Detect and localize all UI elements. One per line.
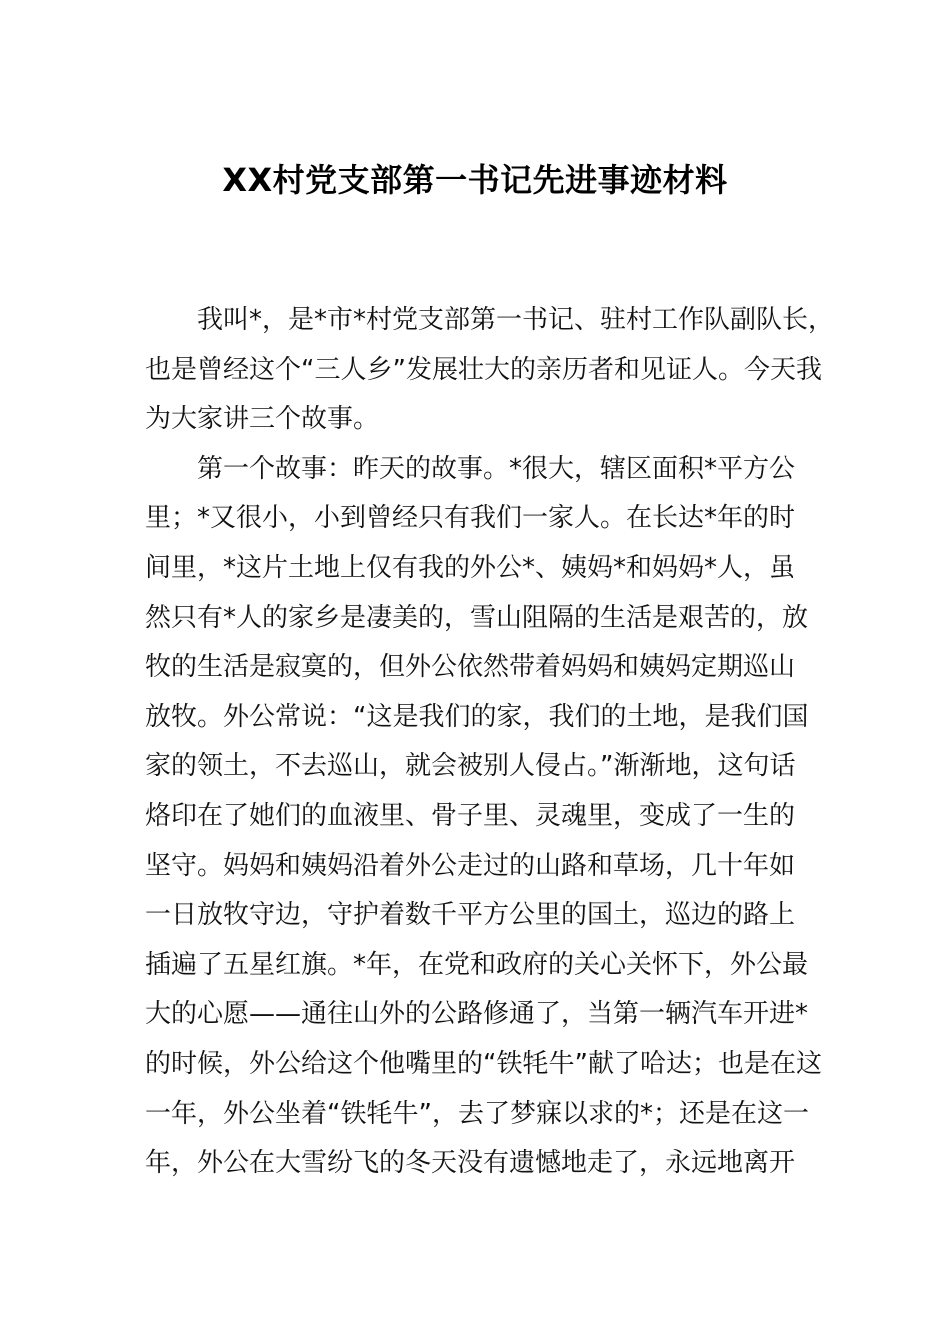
text-line: 的时候，外公给这个他嘴里的“铁牦牛”献了哈达；也是在这: [145, 1048, 822, 1079]
document-title: XX村党支部第一书记先进事迹材料: [222, 161, 728, 199]
text-line: 牧的生活是寂寞的，但外公依然带着妈妈和姨妈定期巡山: [145, 652, 796, 683]
text-line: 然只有*人的家乡是凄美的，雪山阻隔的生活是艰苦的，放: [145, 602, 809, 633]
text-line: 一年，外公坐着“铁牦牛”，去了梦寐以求的*；还是在这一: [145, 1098, 809, 1129]
text-line: 烙印在了她们的血液里、骨子里、灵魂里，变成了一生的: [145, 800, 796, 831]
text-line: 一日放牧守边，守护着数千平方公里的国土，巡边的路上: [145, 900, 796, 931]
text-line: 里；*又很小，小到曾经只有我们一家人。在长达*年的时: [145, 503, 796, 534]
text-line: 也是曾经这个“三人乡”发展壮大的亲历者和见证人。今天我: [145, 354, 822, 385]
text-line: 我叫*，是*市*村党支部第一书记、驻村工作队副队长，: [197, 305, 835, 335]
text-line: 年，外公在大雪纷飞的冬天没有遗憾地走了，永远地离开: [145, 1148, 796, 1179]
text-line: 家的领土，不去巡山，就会被别人侵占。”渐渐地，这句话: [145, 751, 796, 782]
paragraph-first-story: [145, 445, 822, 1189]
text-line: 插遍了五星红旗。*年，在党和政府的关心关怀下，外公最: [145, 949, 809, 980]
text-line: 第一个故事：昨天的故事。*很大，辖区面积*平方公: [197, 453, 796, 484]
text-line: 坚守。妈妈和姨妈沿着外公走过的山路和草场，几十年如: [145, 850, 796, 881]
text-line: 大的心愿——通往山外的公路修通了，当第一辆汽车开进*: [145, 999, 809, 1030]
document-body: [145, 296, 835, 1189]
paragraph-intro: [145, 296, 835, 445]
text-line: 间里，*这片土地上仅有我的外公*、姨妈*和妈妈*人，虽: [145, 552, 796, 583]
text-line: 为大家讲三个故事。: [145, 404, 380, 435]
text-line: 放牧。外公常说：“这是我们的家，我们的土地，是我们国: [145, 701, 809, 732]
